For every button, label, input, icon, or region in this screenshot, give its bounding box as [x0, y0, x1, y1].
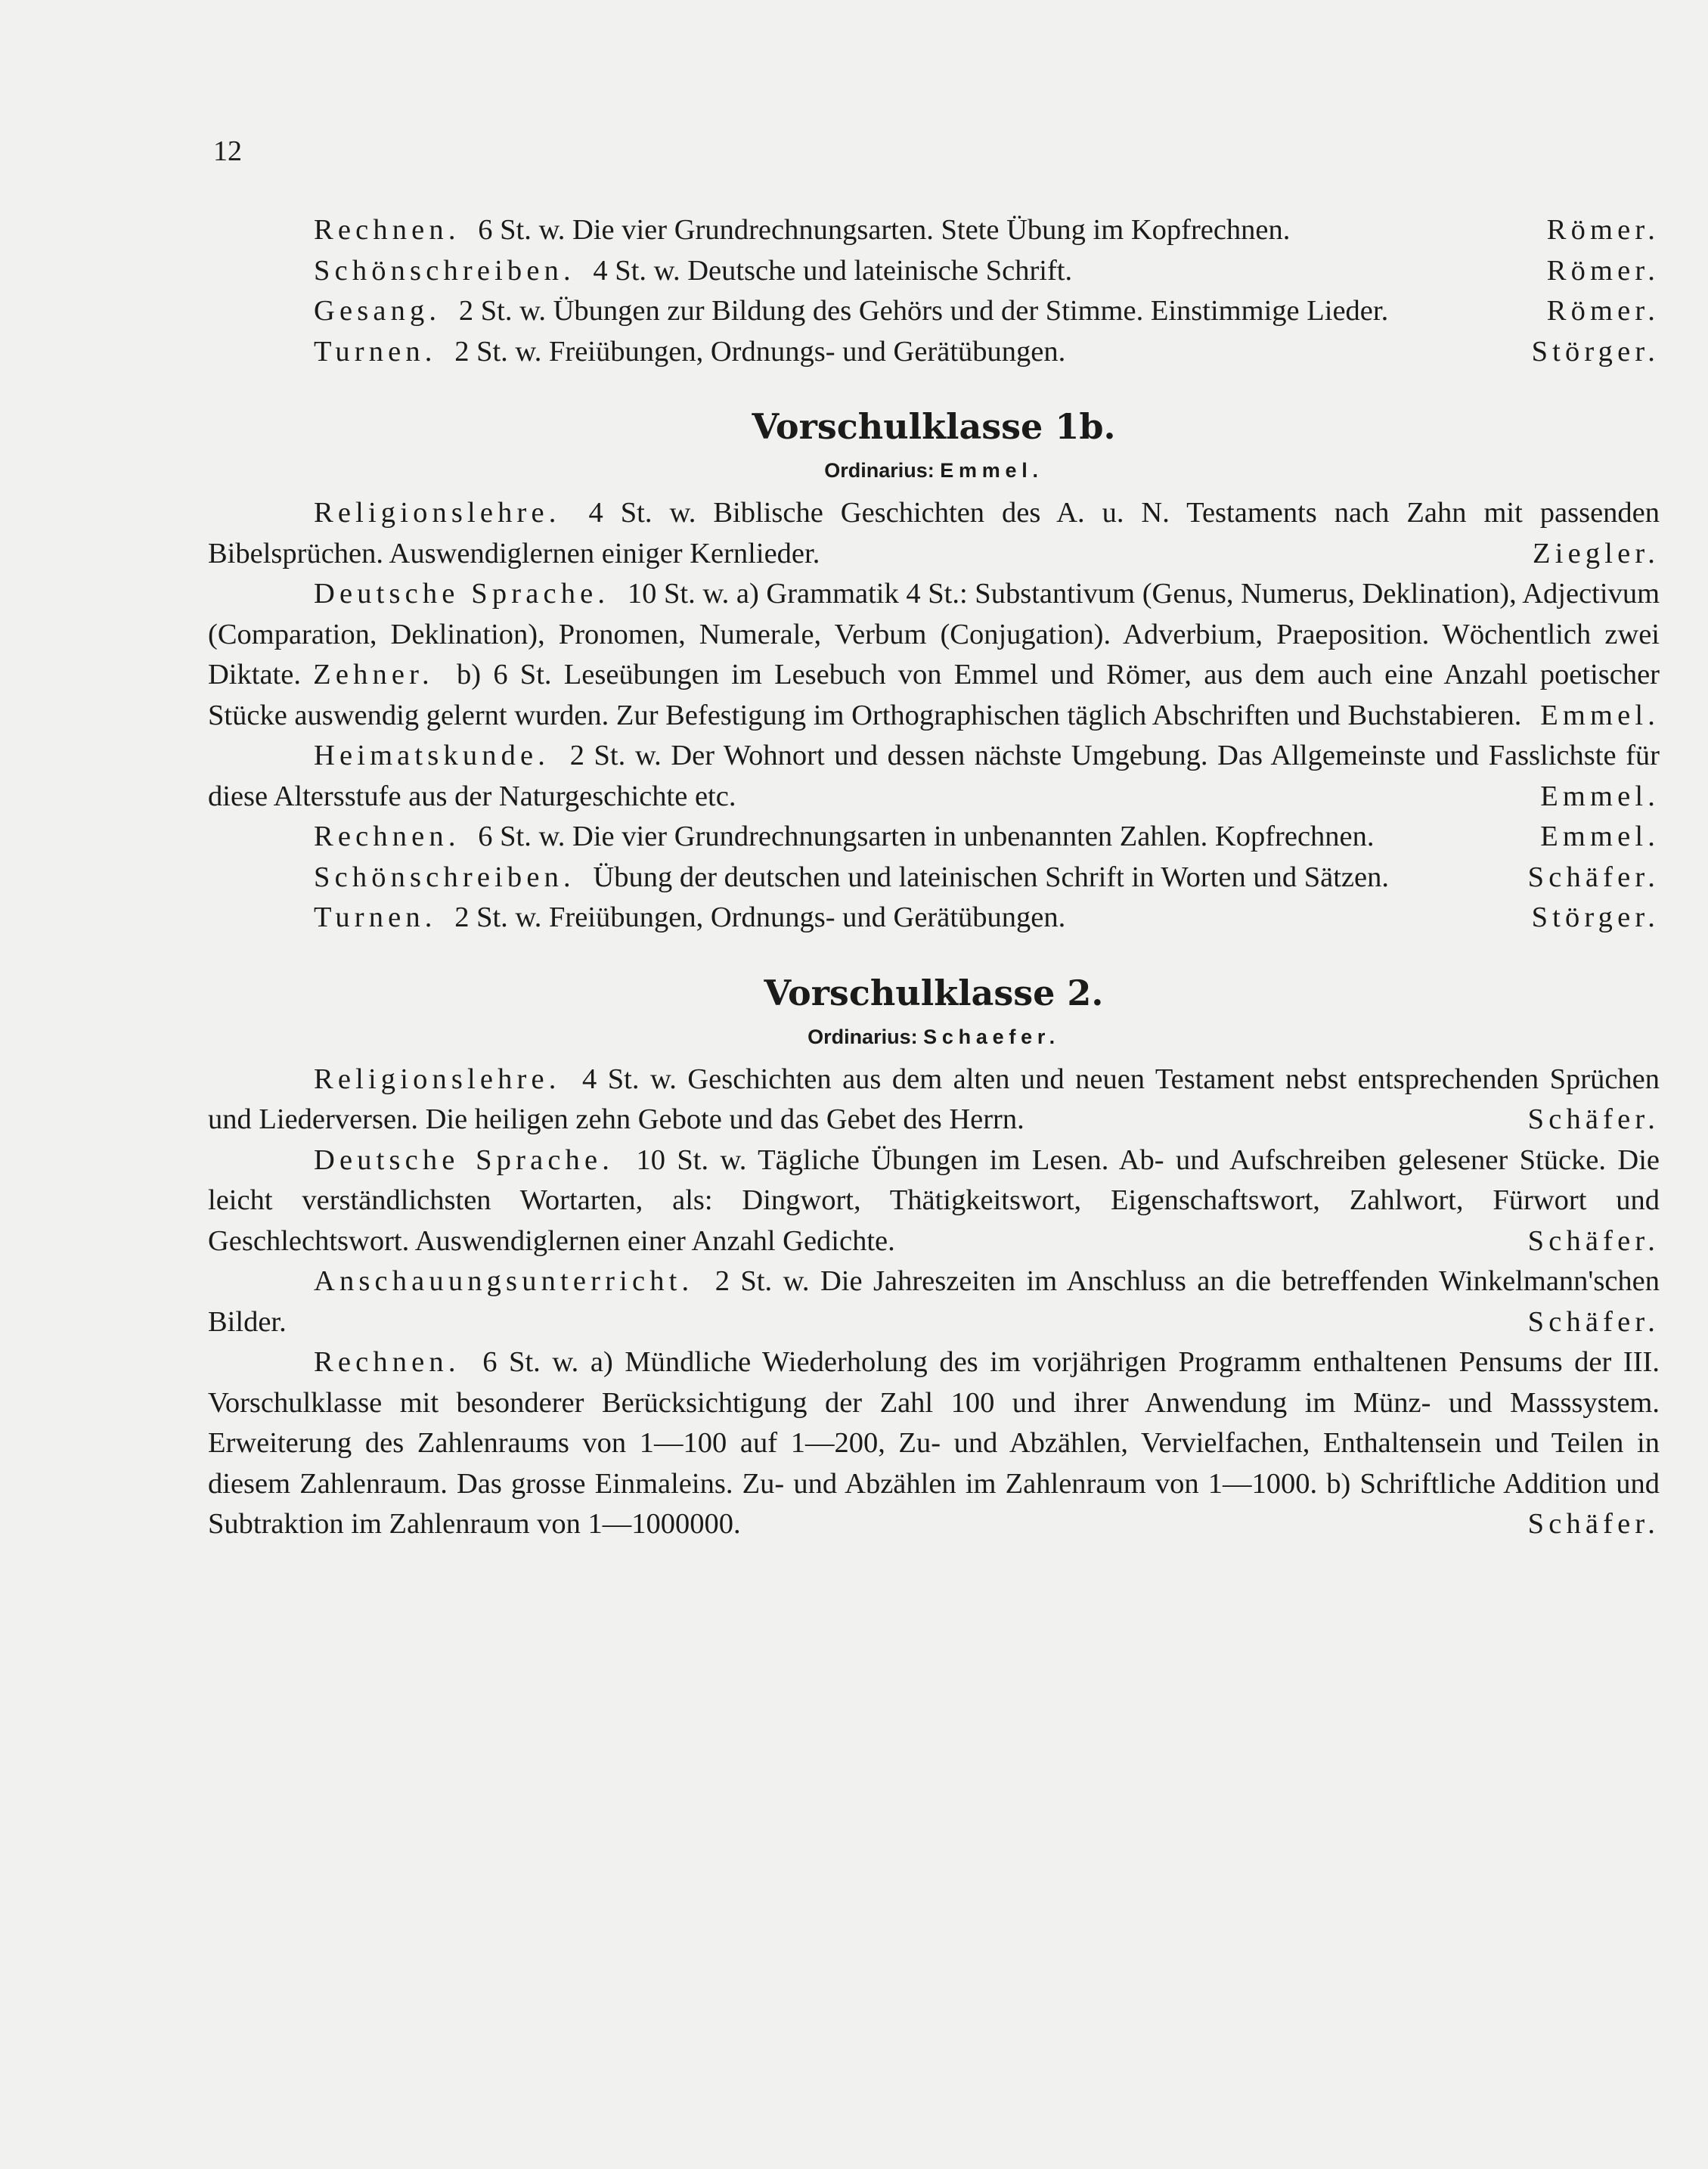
entry-text: 2 St. w. Die Jahreszeiten im Anschluss an die betreffenden Winkelmann'schen Bilder. [208, 1265, 1660, 1338]
subject-label: Rechnen. [314, 1346, 460, 1378]
entry-text-continued: b) 6 St. Leseübungen im Lesebuch von Emmel und Römer, aus dem auch eine Anzahl poetischer Stücke auswendig gelernt wurden. Zur Befestigung im Orthographischen täglich Abschriften und Buchstabieren. [208, 659, 1660, 731]
entry-religionslehre-2 [208, 1060, 1660, 1140]
teacher-name: Emmel. [1540, 780, 1660, 812]
teacher-name: Schäfer. [1527, 861, 1660, 893]
entry-schoenschreiben-1b [208, 858, 1660, 898]
entry-religionslehre-1b [208, 493, 1660, 574]
entry-schoenschreiben-top [208, 251, 1660, 292]
ordinarius-label: Ordinarius: [808, 1025, 918, 1048]
entry-text: 2 St. w. Übungen zur Bildung des Gehörs und der Stimme. Einstimmige Lieder. [458, 295, 1389, 327]
teacher-name: Schäfer. [1527, 1224, 1660, 1257]
section-title-1b: Vorschulklasse 1b. [752, 406, 1116, 447]
page-content [208, 210, 1660, 1545]
subject-label: Rechnen. [314, 821, 460, 852]
subject-label: Deutsche Sprache. [314, 578, 610, 610]
subject-label: Turnen. [314, 335, 437, 368]
teacher-name: Römer. [1546, 254, 1660, 287]
teacher-name: Emmel. [1540, 821, 1660, 852]
subject-label: Heimatskunde. [314, 740, 550, 771]
entry-rechnen-2 [208, 1342, 1660, 1545]
entry-text: 4 St. w. Geschichten aus dem alten und neuen Testament nebst entsprechenden Sprüchen und Liederversen. Die heiligen zehn Gebote und das Gebet des Herrn. [208, 1063, 1660, 1135]
entry-turnen-top [208, 332, 1660, 373]
ordinarius-name: Schaefer. [923, 1025, 1060, 1048]
subject-label: Schönschreiben. [314, 861, 575, 893]
entry-heimatskunde-1b [208, 736, 1660, 817]
section-title-2: Vorschulklasse 2. [764, 972, 1104, 1013]
entry-text: 2 St. w. Freiübungen, Ordnungs- und Gerätübungen. [454, 901, 1066, 933]
teacher-name: Störger. [1531, 335, 1660, 368]
entry-rechnen-top [208, 210, 1660, 251]
subject-label: Deutsche Sprache. [314, 1143, 615, 1176]
teacher-name: Römer. [1546, 214, 1660, 246]
entry-turnen-1b [208, 898, 1660, 939]
entry-text: 4 St. w. Biblische Geschichten des A. u. N. Testaments nach Zahn mit passenden Bibelsprüchen. Auswendiglernen einiger Kernlieder. [208, 497, 1660, 569]
ordinarius-line-2 [208, 1020, 1660, 1053]
subject-label: Religionslehre. [314, 1063, 561, 1095]
entry-deutsche-sprache-1b [208, 574, 1660, 736]
entry-text: 6 St. w. a) Mündliche Wiederholung des im vorjährigen Programm enthaltenen Pensums der III. Vorschulklasse mit besonderer Berücksichtigung der Zahl 100 und ihrer Anwendung im Münz- und Masssystem. Erweiterung des Zahlenraums von 1—100 auf 1—200, Zu- und Abzählen, Vervielfachen, Enthaltensein und Teilen in diesem Zahlenraum. Das grosse Einmaleins. Zu- und Abzählen im Zahlenraum von 1—1000. b) Schriftliche Addition und Subtraktion im Zahlenraum von 1—1000000. [208, 1346, 1660, 1540]
teacher-name: Störger. [1531, 901, 1660, 933]
subject-label: Rechnen. [314, 214, 460, 246]
entry-deutsche-sprache-2 [208, 1140, 1660, 1262]
entry-text: 6 St. w. Die vier Grundrechnungsarten in unbenannten Zahlen. Kopfrechnen. [478, 821, 1375, 852]
teacher-name: Ziegler. [1533, 537, 1660, 569]
subject-label: Gesang. [314, 295, 442, 327]
entry-text: 2 St. w. Der Wohnort und dessen nächste Umgebung. Das Allgemeinste und Fasslichste für diese Altersstufe aus der Naturgeschichte etc. [208, 740, 1660, 812]
teacher-name: Schäfer. [1527, 1103, 1660, 1135]
entry-anschauungsunterricht-2 [208, 1261, 1660, 1342]
entry-text: 6 St. w. Die vier Grundrechnungsarten. Stete Übung im Kopfrechnen. [478, 214, 1291, 246]
teacher-name: Schäfer. [1527, 1305, 1660, 1338]
entry-gesang-top [208, 291, 1660, 332]
teacher-name: Emmel. [1540, 699, 1660, 731]
teacher-inline-name: Zehner. [313, 659, 434, 690]
ordinarius-label: Ordinarius: [824, 459, 935, 482]
teacher-name: Römer. [1546, 295, 1660, 327]
entry-text: Übung der deutschen und lateinischen Schrift in Worten und Sätzen. [593, 861, 1389, 893]
entry-rechnen-1b [208, 817, 1660, 858]
ordinarius-line-1b [208, 454, 1660, 487]
entry-text: 10 St. w. Tägliche Übungen im Lesen. Ab- und Aufschreiben gelesener Stücke. Die leicht verständlichsten Wortarten, als: Dingwort, Thätigkeitswort, Eigenschaftswort, Zahlwort, Fürwort und Geschlechtswort. Auswendiglernen einer Anzahl Gedichte. [208, 1143, 1660, 1257]
subject-label: Turnen. [314, 901, 437, 933]
teacher-name: Schäfer. [1527, 1508, 1660, 1540]
entry-text: 2 St. w. Freiübungen, Ordnungs- und Gerätübungen. [454, 335, 1066, 368]
entry-text: 4 St. w. Deutsche und lateinische Schrift. [593, 254, 1073, 287]
entry-text: 10 St. w. a) Grammatik 4 St.: Substantivum (Genus, Numerus, Deklination), Adjectivum (Comparation, Deklination), Pronomen, Numerale, Verbum (Conjugation). Adverbium, Praeposition. Wöchentlich zwei Diktate. [208, 578, 1660, 690]
page-number: 12 [213, 135, 242, 167]
subject-label: Religionslehre. [314, 497, 561, 529]
subject-label: Anschauungsunterricht. [314, 1265, 694, 1297]
subject-label: Schönschreiben. [314, 254, 575, 287]
ordinarius-name: Emmel. [940, 459, 1043, 482]
